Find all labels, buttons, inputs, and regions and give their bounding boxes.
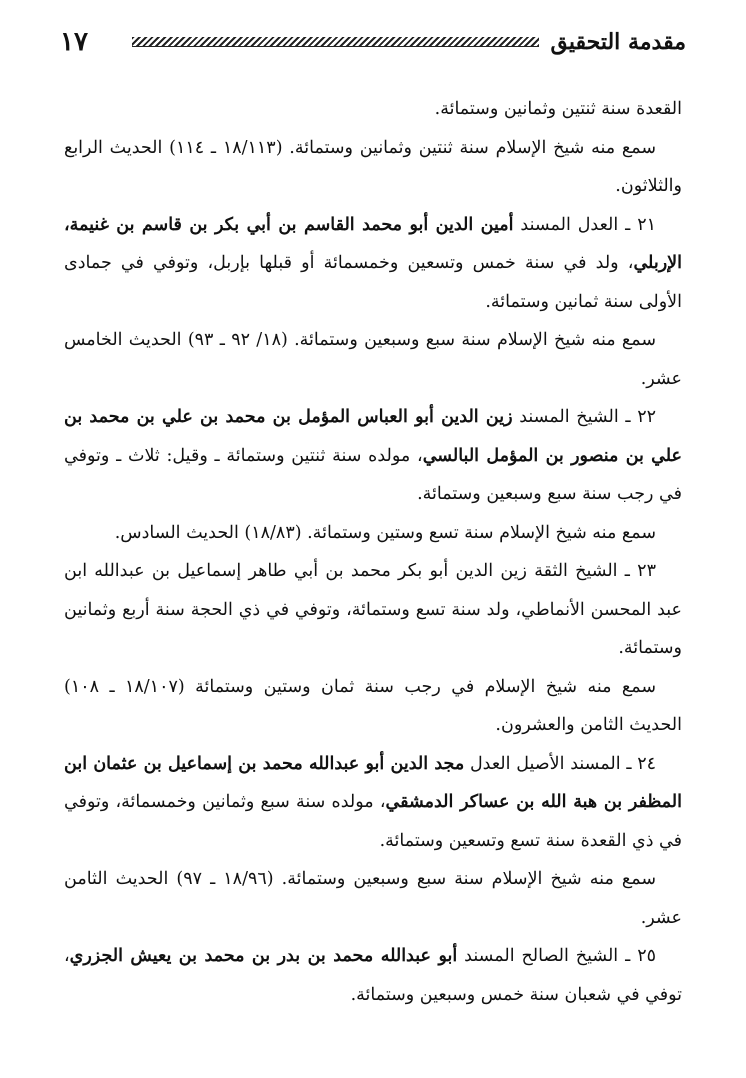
text-paragraph <box>64 90 682 129</box>
text-run: ٢٥ ـ الشيخ الصالح المسند <box>457 946 656 966</box>
text-paragraph <box>64 129 682 206</box>
text-paragraph <box>64 668 682 745</box>
text-run: زين الدين أبو بكر محمد بن أبي طاهر إسماعيل بن عبدالله ابن عبد المحسن الأنماطي <box>64 561 682 620</box>
scholar-name: أمين الدين أبو محمد القاسم بن أبي بكر بن قاسم بن غنيمة، الإربلي <box>64 214 682 273</box>
text-paragraph <box>64 398 682 514</box>
page-header <box>60 22 686 62</box>
text-run: ٢٣ ـ الشيخ الثقة <box>526 561 656 581</box>
text-run: ، توفي في شعبان سنة خمس وسبعين وستمائة. <box>64 946 682 1005</box>
text-paragraph <box>64 745 682 861</box>
scholar-name: أبو عبدالله محمد بن بدر بن محمد بن يعيش الجزري <box>69 946 458 966</box>
text-run: سمع منه شيخ الإسلام سنة تسع وستين وستمائة. (١٨/٨٣) الحديث السادس. <box>114 522 656 543</box>
text-run: سمع منه شيخ الإسلام سنة سبع وسبعين وستمائة. (١٨/ ٩٢ ـ ٩٣) الحديث الخامس عشر. <box>64 330 682 389</box>
text-run: سمع منه شيخ الإسلام سنة ثنتين وثمانين وستمائة. (١٨/١١٣ ـ ١١٤) الحديث الرابع والثلاثون. <box>64 137 682 196</box>
text-run: سمع منه شيخ الإسلام سنة سبع وسبعين وستمائة. (١٨/٩٦ ـ ٩٧) الحديث الثامن عشر. <box>64 869 682 928</box>
text-run: القعدة سنة ثنتين وثمانين وستمائة. <box>434 99 682 119</box>
header-ornamental-rule <box>132 37 539 47</box>
text-run: ٢٤ ـ المسند الأصيل العدل <box>464 753 656 774</box>
running-title: مقدمة التحقيق <box>550 29 686 55</box>
page-number: ١٧ <box>60 27 88 57</box>
text-paragraph <box>64 937 682 1014</box>
text-paragraph <box>64 321 682 398</box>
text-run: ، مولده سنة ثنتين وستمائة ـ وقيل: ثلاث ـ وتوفي في رجب سنة سبع وسبعين وستمائة. <box>64 445 682 504</box>
text-run: ٢٢ ـ الشيخ المسند <box>512 407 656 427</box>
page-body <box>64 90 682 1014</box>
text-paragraph <box>64 514 682 553</box>
text-run: ، مولده سنة سبع وثمانين وخمسمائة، وتوفي في ذي القعدة سنة تسع وتسعين وستمائة. <box>64 792 682 851</box>
text-paragraph <box>64 860 682 937</box>
scholar-name: مجد الدين أبو عبدالله محمد بن إسماعيل بن عثمان ابن المظفر بن هبة الله بن عساكر الدمشقي <box>64 753 682 812</box>
text-run: ، ولد سنة تسع وستمائة، وتوفي في ذي الحجة سنة أربع وثمانين وستمائة. <box>64 599 682 658</box>
scholar-name: زين الدين أبو العباس المؤمل بن محمد بن علي بن محمد بن علي بن منصور بن المؤمل البالسي <box>64 407 682 466</box>
text-run: ، ولد في سنة خمس وتسعين وخمسمائة أو قبلها بإربل، وتوفي في جمادى الأولى سنة ثمانين وستمائة. <box>64 253 682 312</box>
text-paragraph <box>64 552 682 668</box>
text-paragraph <box>64 206 682 322</box>
text-run: ٢١ ـ العدل المسند <box>513 214 656 235</box>
text-run: سمع منه شيخ الإسلام في رجب سنة ثمان وستين وستمائة (١٨/١٠٧ ـ ١٠٨) الحديث الثامن والعشرون. <box>64 676 682 735</box>
